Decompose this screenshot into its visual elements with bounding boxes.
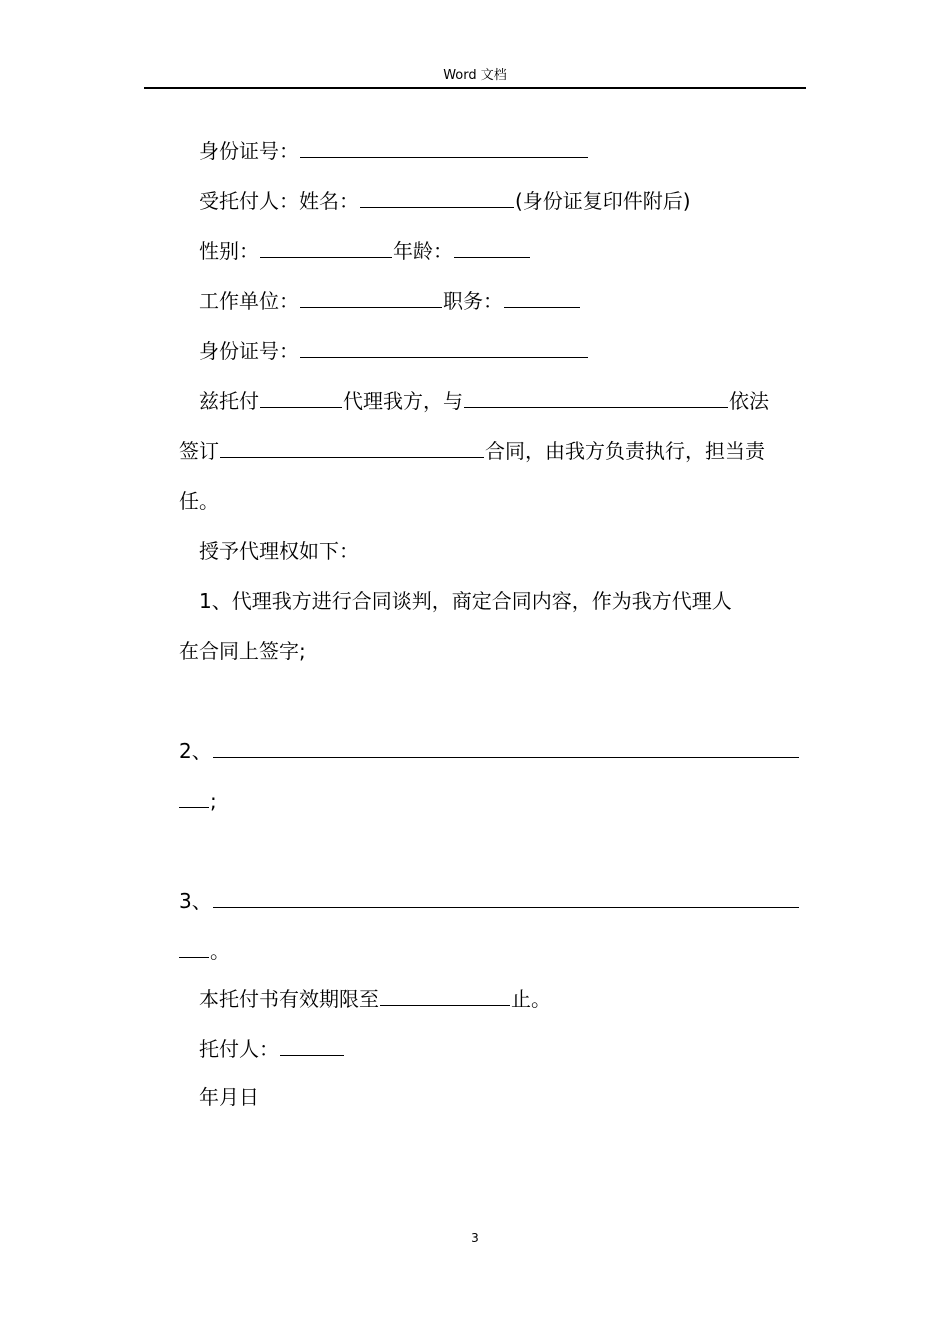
gender-blank	[260, 237, 392, 258]
entrust-text: 任。	[179, 489, 219, 513]
validity-date-blank	[380, 985, 510, 1006]
item-punctuation: ;	[210, 789, 217, 813]
id-number-label: 身份证号：	[199, 339, 299, 363]
work-unit-blank	[300, 287, 442, 308]
power-item-2-blank-cont	[179, 787, 209, 808]
validity-text: 本托付书有效期限至	[199, 987, 379, 1011]
principal-blank	[280, 1035, 344, 1056]
entrust-text: 依法	[729, 389, 769, 413]
agent-id-note: (身份证复印件附后)	[515, 189, 691, 213]
id-number-label: 身份证号：	[199, 139, 299, 163]
entrust-line-1	[199, 387, 769, 415]
power-item-3-blank-cont	[179, 937, 209, 958]
id-number-blank	[300, 337, 588, 358]
work-unit-label: 工作单位：	[199, 289, 299, 313]
id-number-blank	[300, 137, 588, 158]
age-blank	[454, 237, 530, 258]
age-label: 年龄：	[393, 239, 453, 263]
contract-name-blank	[220, 437, 484, 458]
item-number: 2、	[179, 739, 212, 763]
position-label: 职务：	[443, 289, 503, 313]
power-item-3-line-1	[179, 887, 800, 915]
agent-name-line	[199, 187, 691, 215]
agent-name-label: 受托付人：姓名：	[199, 189, 359, 213]
agent-name-blank	[360, 187, 514, 208]
work-unit-line	[199, 287, 581, 315]
item-number: 3、	[179, 889, 212, 913]
entrust-line-3	[179, 487, 219, 515]
principal-label: 托付人：	[199, 1037, 279, 1061]
powers-heading: 授予代理权如下：	[199, 539, 359, 563]
principal-signature-line	[199, 1035, 345, 1063]
date-line: 年月日	[199, 1085, 259, 1109]
power-item-2-line-2	[179, 787, 217, 815]
power-item-1-line-1: 1、代理我方进行合同谈判，商定合同内容，作为我方代理人	[199, 589, 732, 613]
power-item-3-line-2	[179, 937, 230, 965]
page-number: 3	[471, 1231, 479, 1245]
id-number-line-2	[199, 337, 589, 365]
entrust-text: 兹托付	[199, 389, 259, 413]
gender-label: 性别：	[199, 239, 259, 263]
counterparty-blank	[464, 387, 728, 408]
validity-text: 止。	[511, 987, 551, 1011]
entrust-text: 签订	[179, 439, 219, 463]
id-number-line-1	[199, 137, 589, 165]
gender-age-line	[199, 237, 531, 265]
power-item-2-blank	[213, 737, 799, 758]
entrust-text: 合同，由我方负责执行，担当责	[485, 439, 765, 463]
entrust-line-2	[179, 437, 765, 465]
position-blank	[504, 287, 580, 308]
power-item-1-line-2: 在合同上签字;	[179, 639, 306, 663]
power-item-2-line-1	[179, 737, 800, 765]
validity-line	[199, 985, 551, 1013]
header-divider	[144, 87, 806, 89]
agent-blank	[260, 387, 342, 408]
page-header: Word 文档	[443, 68, 507, 83]
item-punctuation: 。	[210, 939, 230, 963]
entrust-text: 代理我方，与	[343, 389, 463, 413]
power-item-3-blank	[213, 887, 799, 908]
